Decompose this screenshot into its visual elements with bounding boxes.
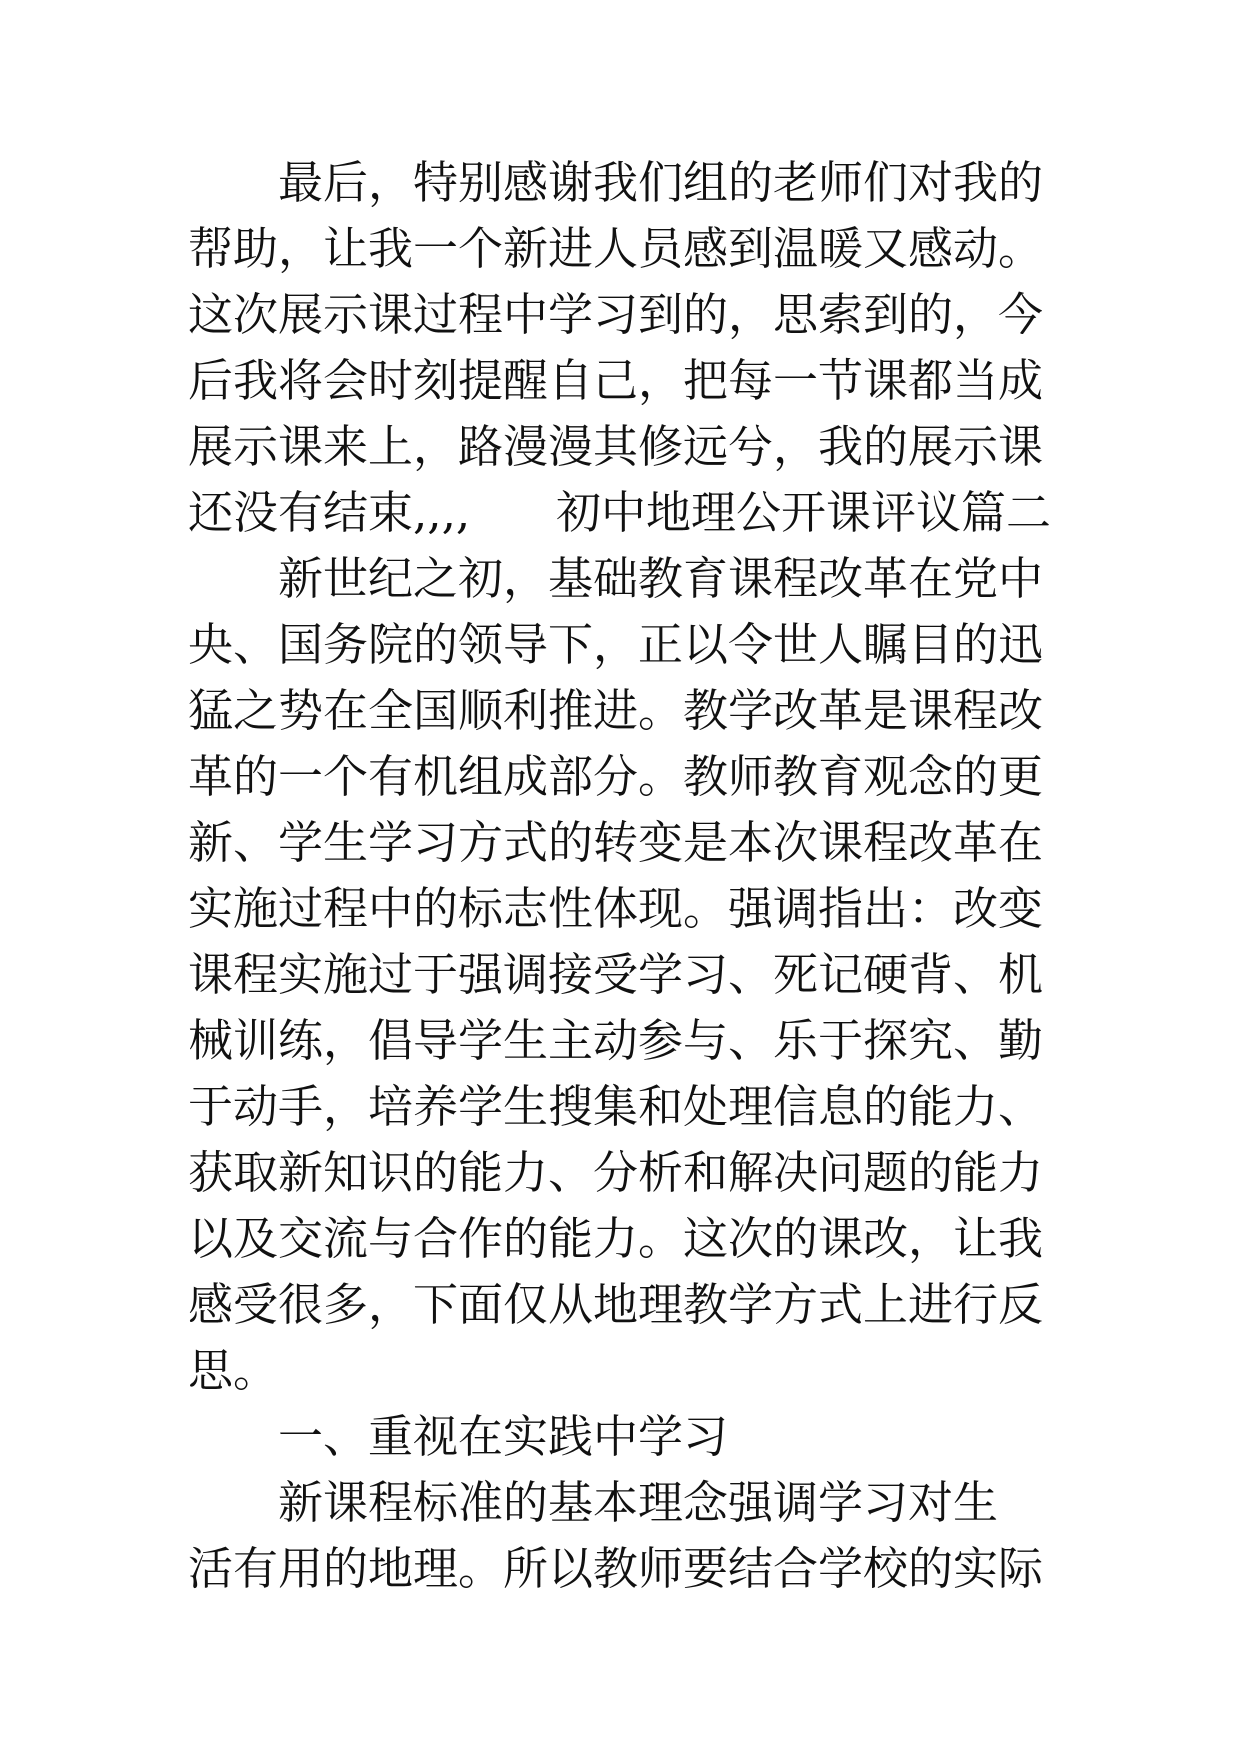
text-line: 思。 bbox=[188, 1344, 279, 1397]
text-line: 课程实施过于强调接受学习、死记硬背、机 bbox=[188, 948, 1044, 1001]
document-body bbox=[188, 150, 1068, 1602]
text-line: 革的一个有机组成部分。教师教育观念的更 bbox=[188, 750, 1044, 803]
text-line: 获取新知识的能力、分析和解决问题的能力 bbox=[188, 1146, 1044, 1199]
text-line: 新世纪之初，基础教育课程改革在党中 bbox=[278, 552, 1044, 605]
text-line: 猛之势在全国顺利推进。教学改革是课程改 bbox=[188, 684, 1044, 737]
text-line: 这次展示课过程中学习到的，思索到的，今 bbox=[188, 288, 1044, 341]
text-line: 展示课来上，路漫漫其修远兮，我的展示课 bbox=[188, 420, 1044, 473]
text-line: 活有用的地理。所以教师要结合学校的实际 bbox=[188, 1542, 1044, 1595]
text-line: 新课程标准的基本理念强调学习对生 bbox=[278, 1476, 999, 1529]
text-line: 以及交流与合作的能力。这次的课改，让我 bbox=[188, 1212, 1044, 1265]
text-line: 最后，特别感谢我们组的老师们对我的 bbox=[278, 156, 1044, 209]
text-line: 新、学生学习方式的转变是本次课程改革在 bbox=[188, 816, 1044, 869]
text-line: 央、国务院的领导下，正以令世人瞩目的迅 bbox=[188, 618, 1044, 671]
text-line: 后我将会时刻提醒自己，把每一节课都当成 bbox=[188, 354, 1044, 407]
text-line: 帮助，让我一个新进人员感到温暖又感动。 bbox=[188, 222, 1044, 275]
text-line: 还没有结束,,,, 初中地理公开课评议篇二 bbox=[188, 486, 1052, 539]
text-line: 械训练，倡导学生主动参与、乐于探究、勤 bbox=[188, 1014, 1044, 1067]
text-line: 实施过程中的标志性体现。强调指出：改变 bbox=[188, 882, 1044, 935]
section-heading: 一、重视在实践中学习 bbox=[278, 1410, 729, 1463]
text-line: 感受很多，下面仅从地理教学方式上进行反 bbox=[188, 1278, 1044, 1331]
text-line: 于动手，培养学生搜集和处理信息的能力、 bbox=[188, 1080, 1044, 1133]
